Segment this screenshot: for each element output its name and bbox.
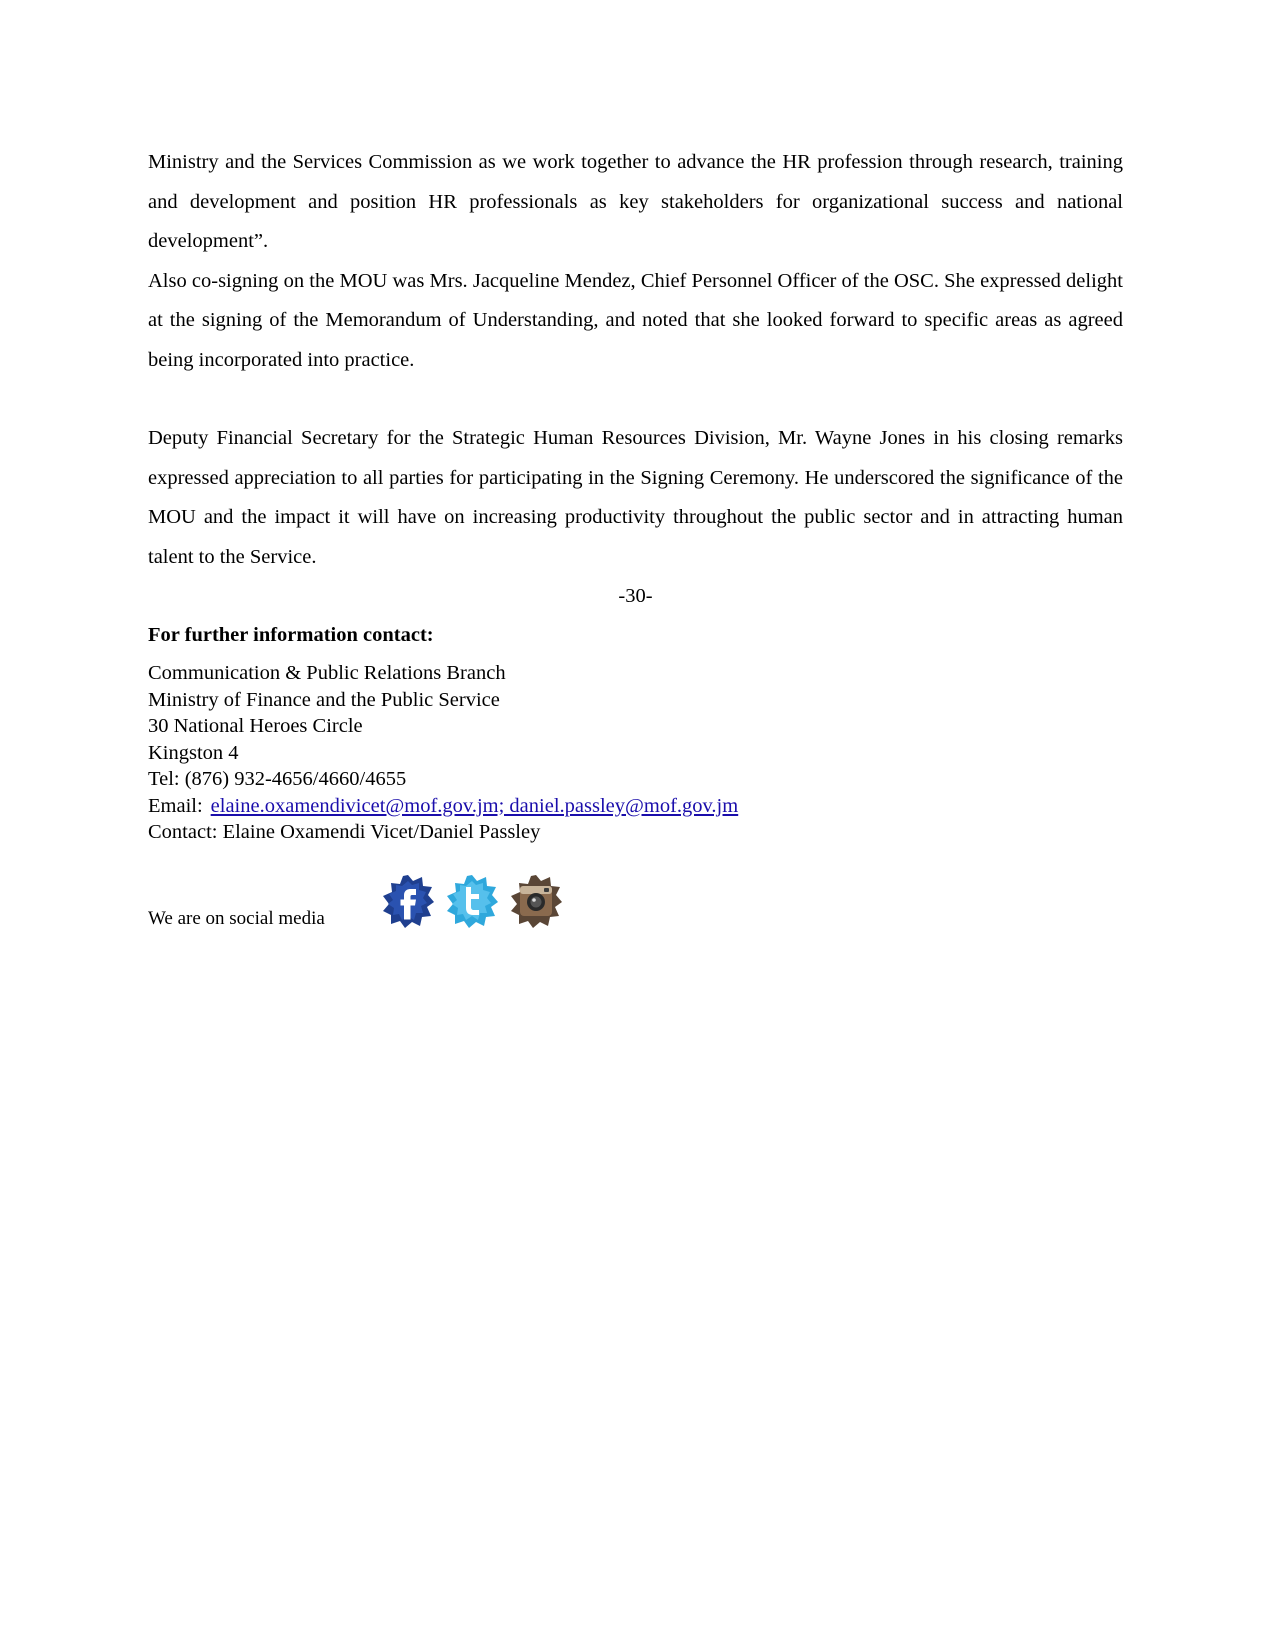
instagram-icon[interactable] (508, 873, 564, 929)
contact-email-line (148, 793, 1123, 820)
contact-names: Contact: Elaine Oxamendi Vicet/Daniel Passley (148, 821, 541, 843)
email-label: Email: (148, 794, 203, 817)
contact-branch: Communication & Public Relations Branch (148, 662, 506, 684)
paragraph-ministry-commission: Ministry and the Services Commission as we work together to advance the HR profession through research, training and development and position HR professionals as key stakeholders for organizational success and national development”. (148, 151, 1123, 252)
facebook-icon[interactable] (380, 873, 436, 929)
end-mark: -30- (618, 585, 653, 607)
twitter-icon[interactable] (444, 873, 500, 929)
document-page (148, 143, 1123, 933)
contact-ministry: Ministry of Finance and the Public Service (148, 688, 500, 711)
social-media-label: We are on social media (148, 907, 325, 929)
paragraph-closing-remarks: Deputy Financial Secretary for the Strategic Human Resources Division, Mr. Wayne Jones in his closing remarks expressed appreciation to all parties for participating in the Signing Ceremony. He underscored the significance of the MOU and the impact it will have on increasing productivity throughout the public sector and in attracting human talent to the Service. (148, 427, 1123, 568)
social-icons (380, 873, 564, 929)
email-link[interactable]: elaine.oxamendivicet@mof.gov.jm; daniel.passley@mof.gov.jm (210, 794, 739, 817)
contact-heading: For further information contact: (148, 624, 434, 646)
social-media-row (148, 873, 1123, 933)
contact-street: 30 National Heroes Circle (148, 715, 363, 737)
paragraph-co-signing: Also co-signing on the MOU was Mrs. Jacqueline Mendez, Chief Personnel Officer of the OSC. She expressed delight at the signing of the Memorandum of Understanding, and noted that she looked forward to specific areas as agreed being incorporated into practice. (148, 269, 1123, 371)
contact-city: Kingston 4 (148, 741, 239, 764)
paragraph-spacer (148, 380, 1123, 419)
contact-block (148, 660, 1123, 846)
contact-tel: Tel: (876) 932-4656/4660/4655 (148, 768, 407, 790)
